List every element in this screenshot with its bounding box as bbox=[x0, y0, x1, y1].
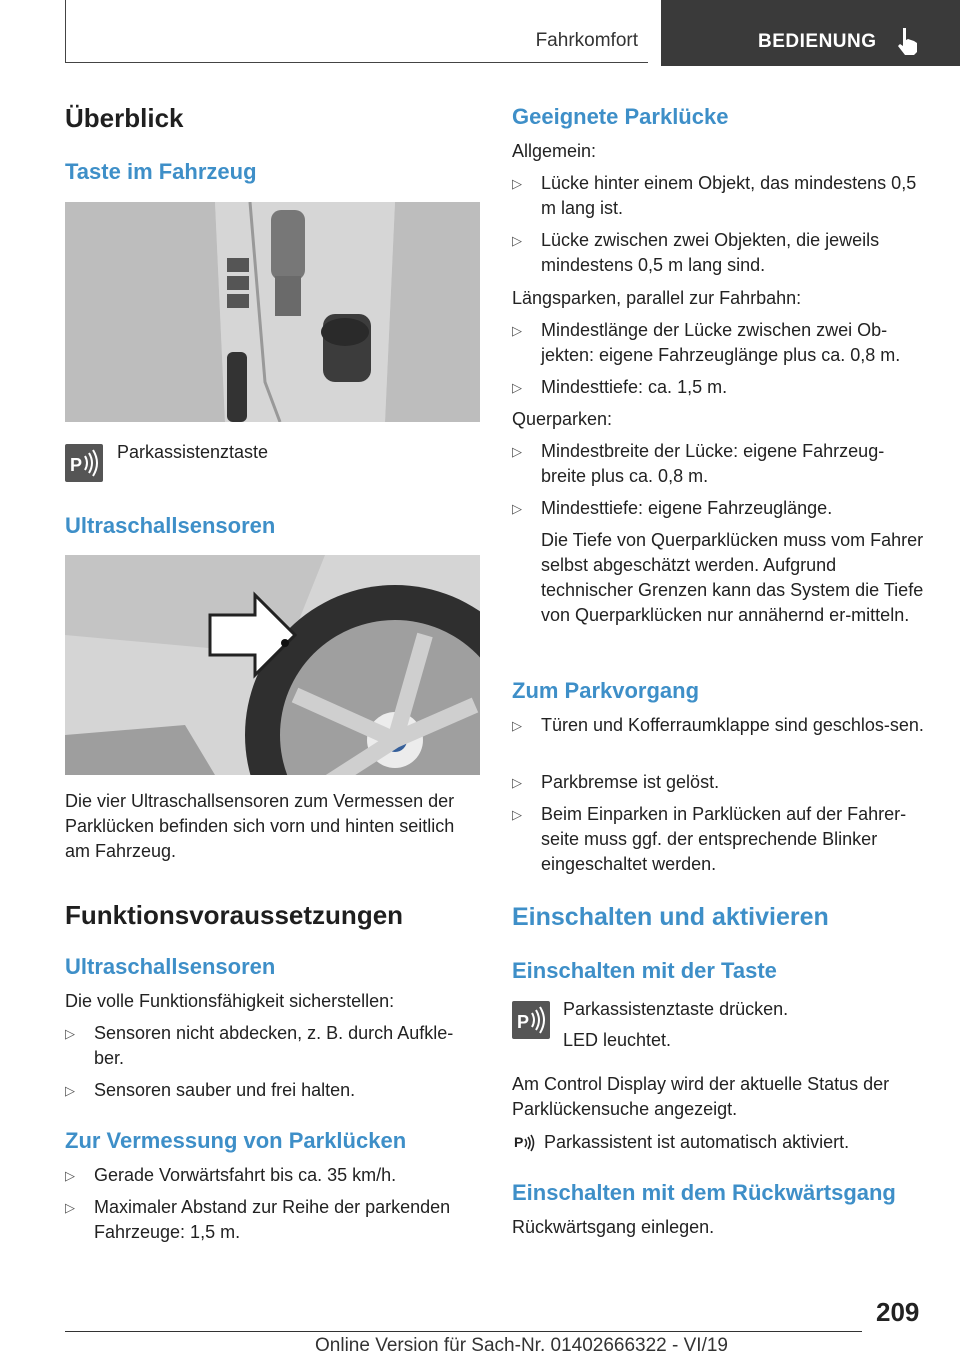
park-assist-symbol-icon bbox=[514, 1131, 536, 1153]
title-overview: Überblick bbox=[65, 103, 184, 133]
page-number: 209 bbox=[876, 1297, 920, 1327]
heading-activate-with-button: Einschalten mit der Taste bbox=[512, 958, 777, 983]
heading-ultrasonic-sensors: Ultraschallsensoren bbox=[65, 513, 276, 538]
footer-online-version: Online Version für Sach-Nr. 01402666322 - VI/19 bbox=[315, 1335, 728, 1356]
list-item: ▷ Sensoren sauber und frei halten. bbox=[65, 1078, 480, 1103]
svg-text:P: P bbox=[517, 1012, 530, 1032]
list-item: ▷ Beim Einparken in Parklücken auf der Fahrer-seite muss ggf. der entsprechende Blinker eingeschaltet werden. bbox=[512, 802, 927, 877]
list-item: ▷ Parkbremse ist gelöst. bbox=[512, 770, 927, 795]
general-label: Allgemein: bbox=[512, 141, 597, 161]
sensor-illustration bbox=[65, 555, 480, 775]
svg-text:P: P bbox=[70, 455, 83, 475]
park-assist-button-icon bbox=[65, 444, 103, 482]
park-assist-button-icon bbox=[512, 1001, 550, 1039]
list-item: ▷ Gerade Vorwärtsfahrt bis ca. 35 km/h. bbox=[65, 1163, 480, 1188]
hand-pointer-icon bbox=[895, 26, 921, 56]
footer-divider bbox=[65, 1331, 862, 1332]
reverse-text: Rückwärtsgang einlegen. bbox=[512, 1217, 715, 1237]
led-text: LED leuchtet. bbox=[563, 1030, 672, 1050]
title-requirements: Funktionsvoraussetzungen bbox=[65, 900, 404, 930]
button-caption: Parkassistenztaste bbox=[117, 442, 269, 462]
heading-parking-procedure: Zum Parkvorgang bbox=[512, 678, 700, 703]
heading-button-in-vehicle: Taste im Fahrzeug bbox=[65, 159, 257, 184]
requirements-intro: Die volle Funktionsfähigkeit sicherstellen: bbox=[65, 991, 395, 1011]
list-item: ▷ Mindestbreite der Lücke: eigene Fahrzeug-breite plus ca. 0,8 m. bbox=[512, 439, 927, 489]
heading-ultrasonic-sensors-2: Ultraschallsensoren bbox=[65, 954, 276, 979]
header-chapter bbox=[661, 0, 960, 66]
list-item: ▷ Mindesttiefe: ca. 1,5 m. bbox=[512, 375, 927, 400]
list-item: ▷ Maximaler Abstand zur Reihe der parkenden Fahrzeuge: 1,5 m. bbox=[65, 1195, 480, 1245]
sensors-description: Die vier Ultraschallsensoren zum Vermessen der Parklücken befinden sich vorn und hinten seitlich am Fahrzeug. bbox=[65, 791, 455, 861]
heading-activate-with-reverse: Einschalten mit dem Rückwärtsgang bbox=[512, 1180, 896, 1205]
console-illustration bbox=[65, 202, 480, 422]
list-item: ▷ Sensoren nicht abdecken, z. B. durch Aufkle-ber. bbox=[65, 1021, 480, 1071]
list-item: ▷ Mindestlänge der Lücke zwischen zwei Ob-jekten: eigene Fahrzeuglänge plus ca. 0,8 m. bbox=[512, 318, 927, 368]
list-item: ▷ Lücke hinter einem Objekt, das mindestens 0,5 m lang ist. bbox=[512, 171, 927, 221]
page-header bbox=[0, 0, 960, 66]
list-item: ▷ Türen und Kofferraumklappe sind geschlos-sen. bbox=[512, 713, 927, 738]
header-section: Fahrkomfort bbox=[535, 30, 638, 51]
svg-text:P: P bbox=[514, 1134, 524, 1150]
cross-note: Die Tiefe von Querparklücken muss vom Fahrer selbst abgeschätzt werden. Aufgrund technischer Grenzen kann das System die Tiefe von Querparklücken nur annähernd er-mitteln. bbox=[541, 530, 924, 625]
chapter-label: BEDIENUNG bbox=[758, 31, 877, 52]
display-text: Am Control Display wird der aktuelle Status der Parklückensuche angezeigt. bbox=[512, 1074, 890, 1119]
title-activate: Einschalten und aktivieren bbox=[512, 903, 829, 931]
heading-measure-spaces: Zur Vermessung von Parklücken bbox=[65, 1128, 407, 1153]
list-item: ▷ Lücke zwischen zwei Objekten, die jeweils mindestens 0,5 m lang sind. bbox=[512, 228, 927, 278]
sensor-image bbox=[65, 555, 480, 775]
press-button-text: Parkassistenztaste drücken. bbox=[563, 999, 789, 1019]
list-item: ▷ Mindesttiefe: eigene Fahrzeuglänge. bbox=[512, 496, 927, 521]
cross-label: Querparken: bbox=[512, 409, 613, 429]
console-image bbox=[65, 202, 480, 422]
auto-activated-text: Parkassistent ist automatisch aktiviert. bbox=[544, 1132, 850, 1152]
heading-suitable-space: Geeignete Parklücke bbox=[512, 104, 729, 129]
parallel-label: Längsparken, parallel zur Fahrbahn: bbox=[512, 288, 802, 308]
